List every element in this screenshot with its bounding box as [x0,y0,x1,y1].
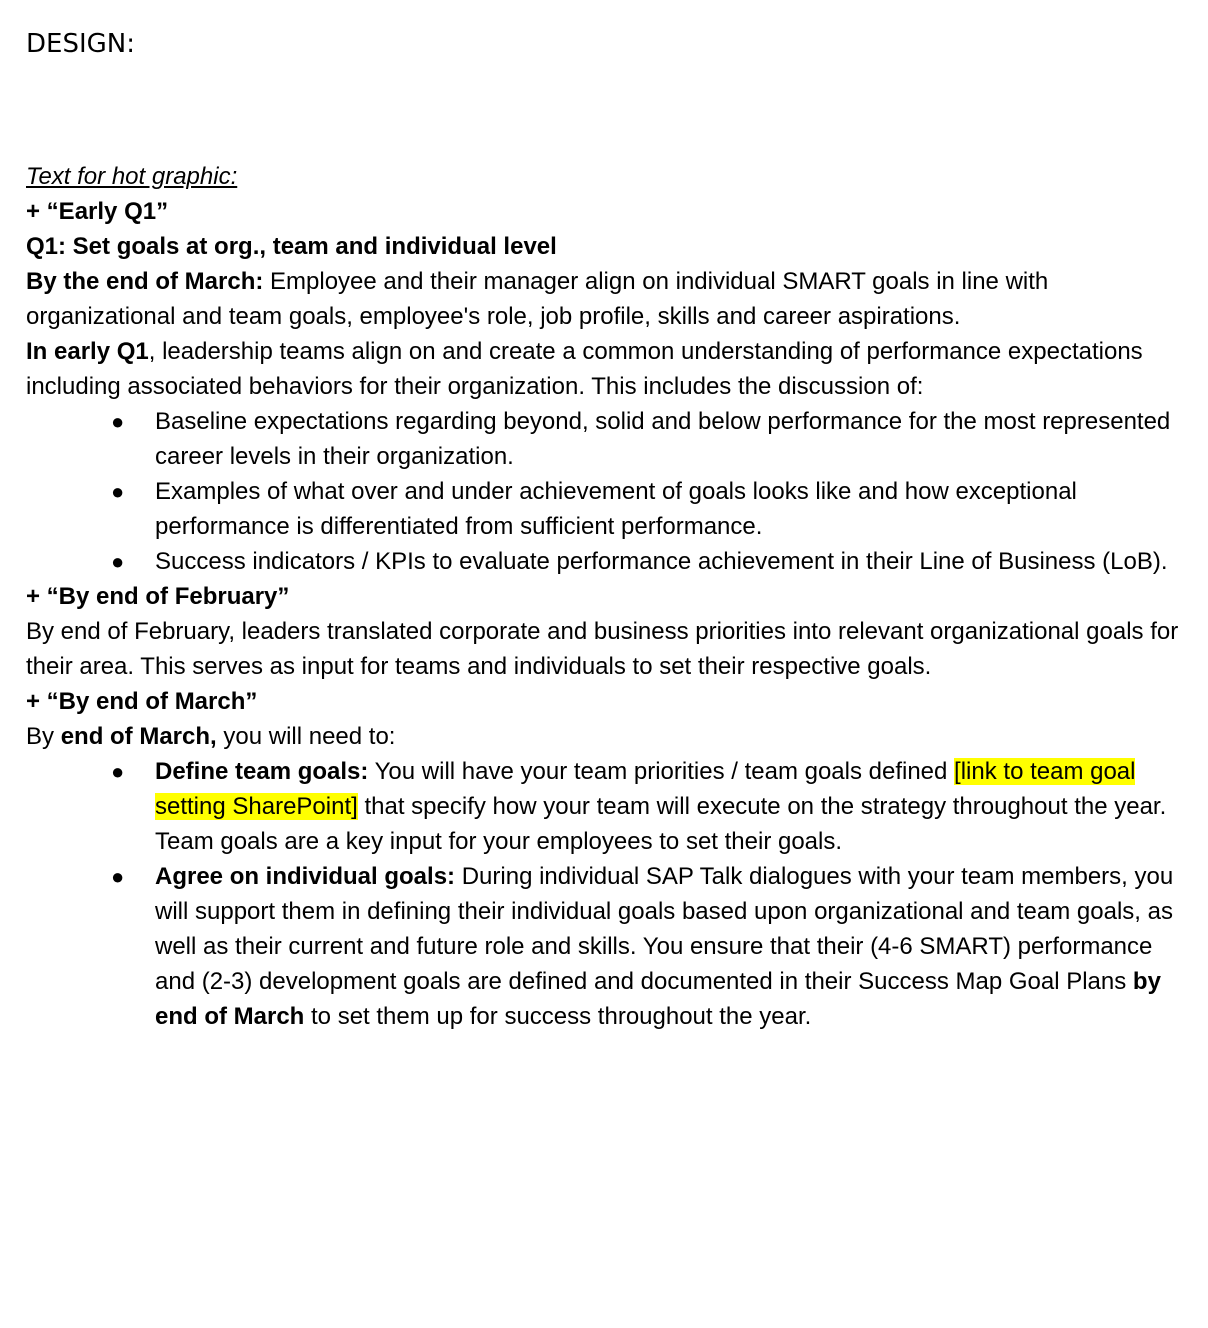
end-february-marker-text: + “By end of February” [26,583,290,610]
hot-graphic-heading [26,159,1186,194]
end-march-intro [26,719,1186,754]
agree-individual-goals-lead: Agree on individual goals: [155,863,456,890]
list-item [111,859,1186,1034]
early-q1-text: , leadership teams align on and create a common understanding of performance expectations including associated behaviors for their organization. This includes the discussion of: [26,338,1143,400]
early-q1-marker [26,194,1186,229]
list-item-text: Examples of what over and under achievement of goals looks like and how exceptional performance is differentiated from sufficient performance. [155,478,1077,540]
end-february-marker [26,579,1186,614]
end-march-marker-text: + “By end of March” [26,688,258,715]
end-march-intro-post: you will need to: [216,723,396,750]
bullet-icon: ● [111,479,125,504]
q1-title-text: Q1: Set goals at org., team and individual level [26,233,557,260]
end-march-marker [26,684,1186,719]
bullet-icon: ● [111,549,125,574]
bullet-icon: ● [111,409,125,434]
end-of-march-paragraph [26,264,1186,334]
agree-individual-goals-bold: by end of March [155,968,1161,1030]
define-team-goals-lead: Define team goals: [155,758,369,785]
hot-graphic-heading-text: Text for hot graphic: [26,163,238,190]
list-item [111,474,1186,544]
end-of-march-lead: By the end of March: [26,268,264,295]
list-item-text: Success indicators / KPIs to evaluate performance achievement in their Line of Business (LoB). [155,548,1168,575]
early-q1-lead: In early Q1 [26,338,149,365]
end-march-intro-pre: By [26,723,61,750]
list-item-text: Baseline expectations regarding beyond, solid and below performance for the most represented career levels in their organization. [155,408,1171,470]
agree-individual-goals-pre: During individual SAP Talk dialogues with your team members, you will support them in defining their individual goals based upon organizational and team goals, as well as their current and future role and skills. You ensure that their (4-6 SMART) performance and (2-3) development goals are defined and documented in their Success Map Goal Plans [155,863,1174,995]
early-q1-marker-text: + “Early Q1” [26,198,169,225]
bullet-icon: ● [111,759,125,784]
agree-individual-goals-post: to set them up for success throughout the year. [304,1003,812,1030]
march-bullet-list [26,754,1186,1034]
define-team-goals-post: that specify how your team will execute on the strategy throughout the year. Team goals are a key input for your employees to set their goals. [155,793,1167,855]
end-march-intro-bold: end of March, [60,723,217,750]
q1-bullet-list [26,404,1186,579]
end-february-paragraph: By end of February, leaders translated corporate and business priorities into relevant organizational goals for their area. This serves as input for teams and individuals to set their respective goals. [26,618,1179,680]
bullet-icon: ● [111,864,125,889]
list-item [111,754,1186,859]
document-body [26,159,1186,1034]
early-q1-paragraph [26,334,1186,404]
q1-title [26,229,1186,264]
design-label: DESIGN: [26,29,135,59]
define-team-goals-pre: You will have your team priorities / team goals defined [368,758,955,785]
list-item [111,544,1186,579]
sharepoint-link-placeholder[interactable]: [link to team goal setting SharePoint] [155,758,1136,820]
end-of-march-text: Employee and their manager align on individual SMART goals in line with organizational and team goals, employee's role, job profile, skills and career aspirations. [26,268,1049,330]
list-item [111,404,1186,474]
